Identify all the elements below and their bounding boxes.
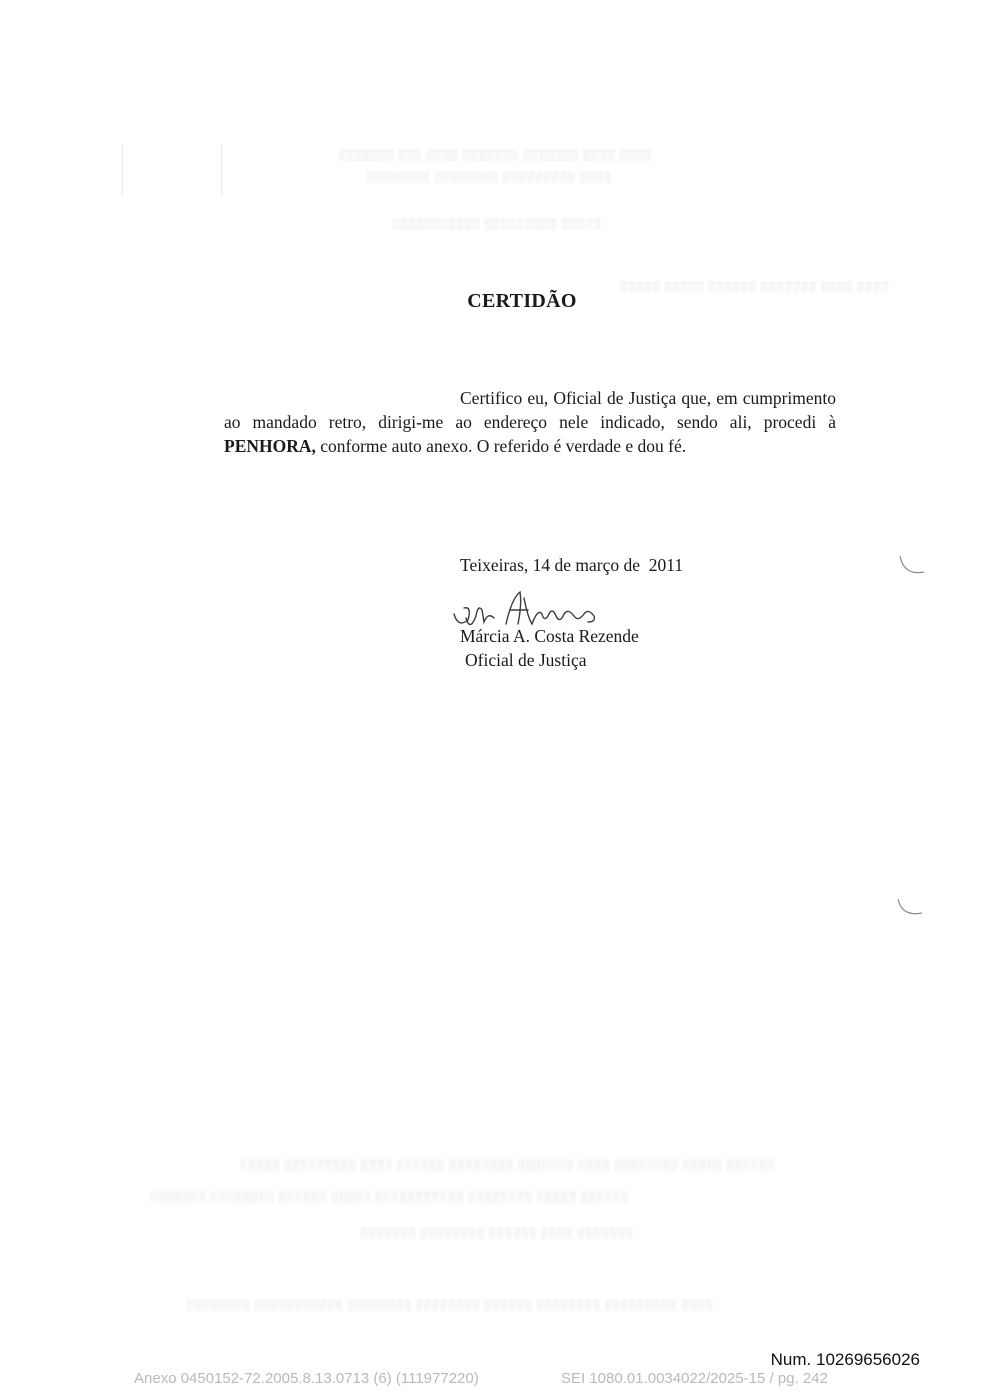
signer-role: Oficial de Justiça xyxy=(465,650,587,670)
bleed-through-text: ▒▒▒▒▒▒▒▒▒▒▒ ▒▒▒▒▒▒▒▒▒ ▒▒▒▒▒ xyxy=(392,219,602,230)
bleed-through-text: ▒▒▒▒▒ ▒▒▒▒▒▒▒▒▒ ▒▒▒▒ ▒▒▒▒▒▒ ▒▒▒▒▒▒▒▒ ▒▒▒▒▒▒▒ ▒▒▒▒ ▒▒▒▒▒▒▒▒ ▒▒▒▒▒ ▒▒▒▒▒▒ xyxy=(240,1160,776,1171)
certificate-text-part2: conforme auto anexo. O referido é verdade e dou fé. xyxy=(320,436,687,456)
certificate-body xyxy=(224,386,836,458)
bleed-through-text: ▒▒▒▒▒▒▒▒ ▒▒▒▒▒▒▒▒ ▒▒▒▒▒▒▒▒▒ ▒▒▒▒ xyxy=(366,172,612,183)
scan-edge-mark xyxy=(898,552,928,582)
scan-edge-mark xyxy=(896,895,926,925)
bleed-through-text: ▒▒▒▒▒▒▒ ▒▒▒ ▒▒▒▒ ▒▒▒▒▒▒▒ ▒▒▒▒▒▒▒ ▒▒▒▒ ▒▒▒▒ xyxy=(338,150,652,161)
signer-name: Márcia A. Costa Rezende xyxy=(460,626,639,646)
bleed-through-box xyxy=(122,145,222,195)
bleed-through-text: ▒▒▒▒▒▒▒▒ ▒▒▒▒▒▒▒▒▒▒▒ ▒▒▒▒▒▒▒▒ ▒▒▒▒▒▒▒▒ ▒▒▒▒▒▒ ▒▒▒▒▒▒▒▒ ▒▒▒▒▒▒▒▒▒ ▒▒▒▒ xyxy=(186,1300,714,1311)
bleed-through-text: ▒▒▒▒▒▒▒ ▒▒▒▒▒▒▒▒ ▒▒▒▒▒▒ ▒▒▒▒ ▒▒▒▒▒▒▒ xyxy=(360,1228,634,1239)
date-line: Teixeiras, 14 de março de 2011 xyxy=(460,555,684,575)
document-number: Num. 10269656026 xyxy=(770,1350,920,1369)
annex-reference: Anexo 0450152-72.2005.8.13.0713 (6) (111977220) xyxy=(134,1370,479,1387)
page-title: CERTIDÃO xyxy=(467,290,577,312)
certificate-text-part1: Certifico eu, Oficial de Justiça que, em cumprimento ao mandado retro, dirigi-me ao endereço nele indicado, sendo ali, procedi à xyxy=(224,388,836,432)
bleed-through-text: ▒▒▒▒▒ ▒▒▒▒▒ ▒▒▒▒▒▒ ▒▒▒▒▒▒▒ ▒▒▒▒ ▒▒▒▒ xyxy=(620,282,890,293)
sei-reference: SEI 1080.01.0034022/2025-15 / pg. 242 xyxy=(561,1370,828,1387)
certificate-text-emphasis: PENHORA, xyxy=(224,436,316,456)
bleed-through-text: ▒▒▒▒▒▒▒ ▒▒▒▒▒▒▒▒ ▒▒▒▒▒▒ ▒▒▒▒▒ ▒▒▒▒▒▒▒▒▒▒▒ ▒▒▒▒▒▒▒▒ ▒▒▒▒▒ ▒▒▒▒▒▒ xyxy=(150,1192,630,1203)
